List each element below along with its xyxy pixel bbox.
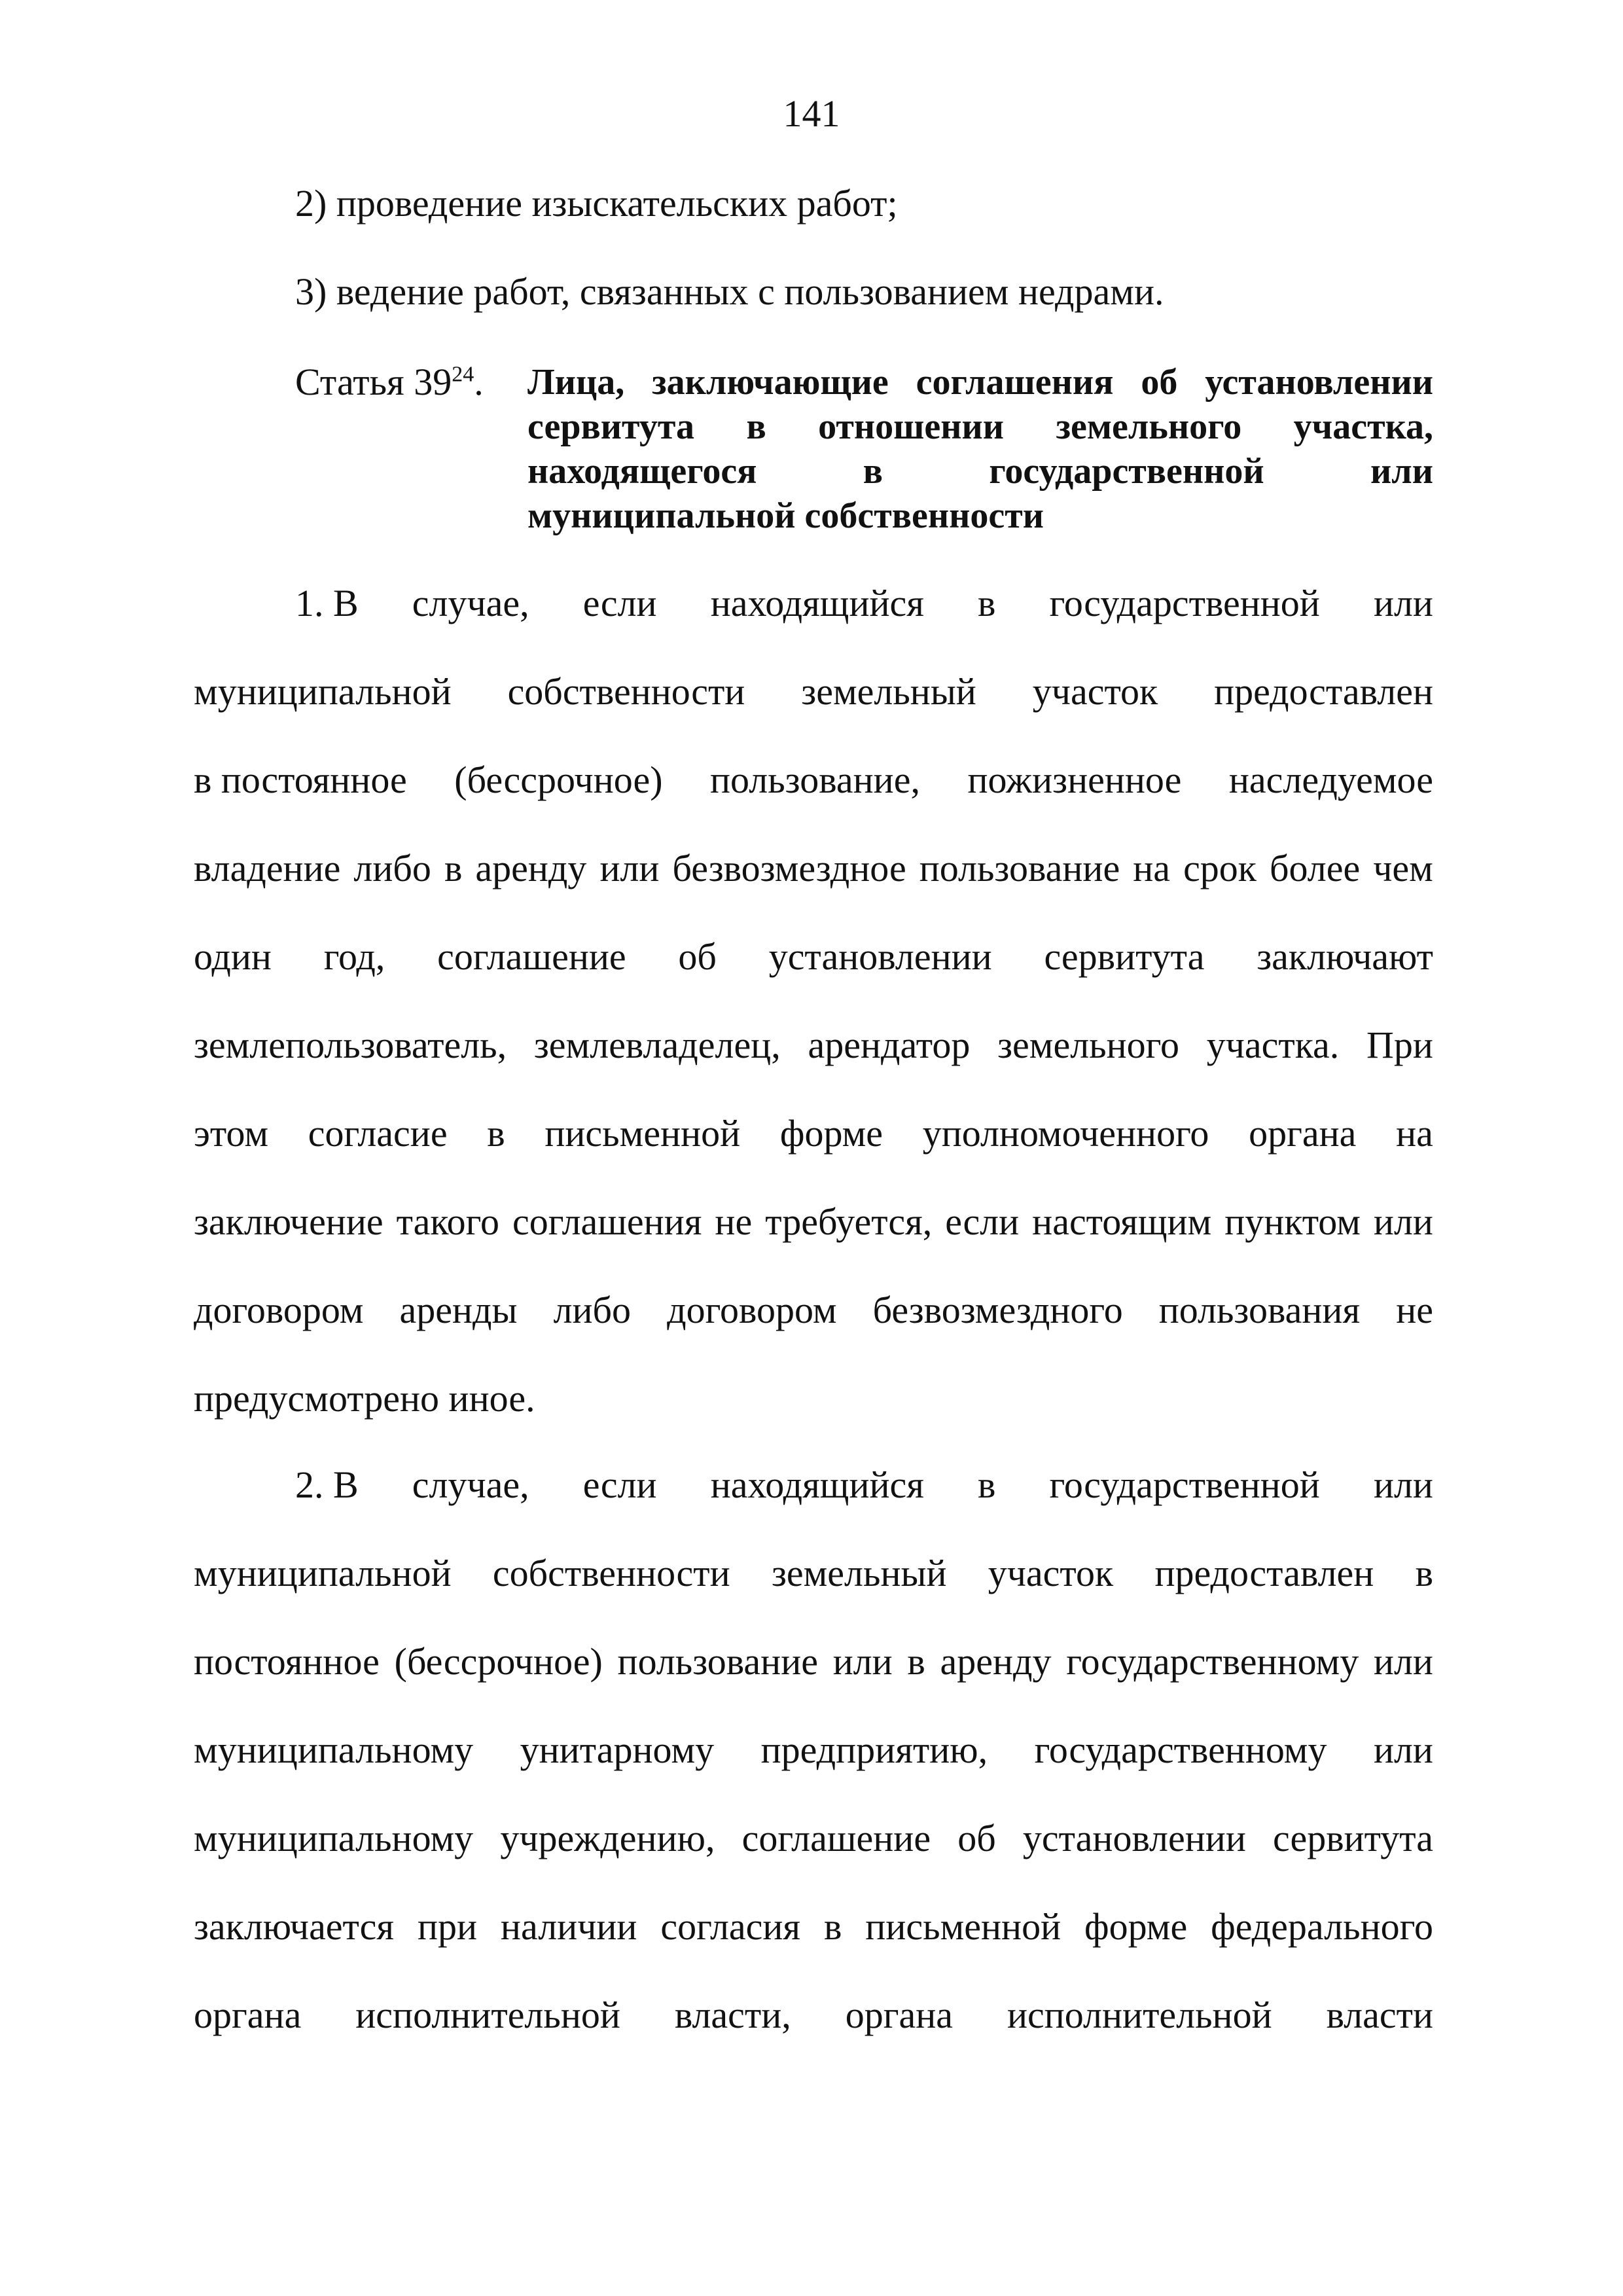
- paragraph-word: сервитута: [1273, 1817, 1433, 1859]
- article-title-word: участка,: [1293, 406, 1433, 447]
- paragraph-word: или: [832, 1640, 893, 1683]
- article-title-line: [527, 404, 1433, 449]
- paragraph-word: при: [417, 1905, 478, 1948]
- paragraph-word: в: [444, 847, 463, 889]
- paragraph-word: этом: [194, 1112, 269, 1155]
- page-number: 141: [783, 92, 840, 135]
- paragraph-word: При: [1366, 1024, 1433, 1066]
- paragraph-word: случае,: [412, 1463, 529, 1506]
- paragraph-word: один: [194, 935, 272, 978]
- paragraph-line: [194, 846, 1433, 935]
- paragraph-word: владение: [194, 847, 341, 889]
- paragraph-word: пользование: [617, 1640, 818, 1683]
- paragraph-word: муниципальному: [194, 1729, 474, 1771]
- paragraph-word: либо: [353, 847, 431, 889]
- article-title-word: государственной: [989, 451, 1264, 492]
- paragraph-word: если: [945, 1200, 1020, 1243]
- paragraph-word: федерального: [1211, 1905, 1433, 1948]
- list-item-2: 2) проведение изыскательских работ;: [295, 182, 898, 224]
- paragraph-word: в: [978, 1463, 996, 1506]
- paragraph-word: постоянное: [194, 1640, 380, 1683]
- paragraph-word: (бессрочное): [394, 1640, 603, 1683]
- paragraph-word: предоставлен: [1214, 670, 1433, 713]
- paragraph-line: [194, 1905, 1433, 1993]
- paragraph-word: в: [824, 1905, 842, 1948]
- paragraph-word: согласия: [660, 1905, 801, 1948]
- article-title-line: [527, 360, 1433, 404]
- article-title-word: в: [863, 451, 883, 492]
- paragraph-line: [194, 1816, 1433, 1905]
- paragraph-word: либо: [553, 1289, 632, 1331]
- paragraph-line: [194, 1023, 1433, 1111]
- paragraph-line: [194, 1111, 1433, 1200]
- paragraph-word: договором: [194, 1289, 364, 1331]
- article-title-word: или: [1370, 451, 1433, 492]
- article-title: [527, 360, 1433, 538]
- article-label: [295, 360, 484, 404]
- paragraph-word: установлении: [768, 935, 992, 978]
- article-title-word: заключающие: [652, 362, 889, 403]
- article-title-text: муниципальной собственности: [527, 495, 1044, 536]
- paragraph-word: срок: [1183, 847, 1257, 889]
- paragraph-word: государственному: [1066, 1640, 1359, 1683]
- paragraph-word: в: [907, 1640, 925, 1683]
- paragraph-word: если: [582, 582, 657, 624]
- paragraph-word: или: [599, 847, 660, 889]
- paragraph-word: не: [1396, 1289, 1433, 1331]
- article-title-word: отношении: [818, 406, 1005, 447]
- paragraph-word: соглашение: [437, 935, 626, 978]
- article-title-word: соглашения: [916, 362, 1114, 403]
- paragraph-word: наличии: [500, 1905, 637, 1948]
- paragraph-word: заключается: [194, 1905, 395, 1948]
- article-title-word: земельного: [1056, 406, 1242, 447]
- paragraph-word: такого: [396, 1200, 500, 1243]
- paragraph-word: или: [1373, 1463, 1433, 1506]
- paragraph-word: землевладелец,: [533, 1024, 781, 1066]
- paragraph-word: об: [957, 1817, 996, 1859]
- article-title-line: [527, 493, 1433, 538]
- paragraph-word: год,: [323, 935, 385, 978]
- paragraph-word: если: [582, 1463, 657, 1506]
- paragraph-word: власти,: [674, 1994, 791, 2036]
- paragraph-word: на: [1396, 1112, 1433, 1155]
- paragraph-word: соглашения: [512, 1200, 702, 1243]
- paragraph-word: исполнительной: [355, 1994, 620, 2036]
- paragraph-line: [194, 1640, 1433, 1728]
- article-title-word: сервитута: [527, 406, 695, 447]
- paragraph-line: [194, 670, 1433, 758]
- paragraph-word: пунктом: [1224, 1200, 1361, 1243]
- list-item-3: 3) ведение работ, связанных с пользованием недрами.: [295, 270, 1164, 313]
- paragraph-word: пользование,: [710, 759, 920, 801]
- article-title-word: в: [746, 406, 766, 447]
- paragraph-line: [194, 1288, 1433, 1376]
- paragraph-word: заключение: [194, 1200, 383, 1243]
- paragraph-word: установлении: [1022, 1817, 1246, 1859]
- paragraph-word: безвозмездное: [672, 847, 906, 889]
- paragraph-word: земельный: [771, 1552, 947, 1594]
- paragraph-word: муниципальной: [194, 1552, 452, 1594]
- paragraph-word: государственному: [1034, 1729, 1327, 1771]
- paragraph-word: договором: [667, 1289, 837, 1331]
- paragraph-line: [194, 1993, 1433, 2081]
- paragraph-word: предусмотрено иное.: [194, 1377, 535, 1420]
- article-label-text: Статья 39: [295, 361, 452, 403]
- paragraph-word: сервитута: [1044, 935, 1205, 978]
- paragraph-word: 2. В: [295, 1463, 359, 1506]
- paragraph-word: требуется,: [765, 1200, 933, 1243]
- paragraph-word: земельного: [997, 1024, 1179, 1066]
- paragraph-word: предоставлен: [1154, 1552, 1374, 1594]
- paragraph-word: не: [715, 1200, 753, 1243]
- paragraph-line: [194, 935, 1433, 1023]
- paragraph-word: арендатор: [808, 1024, 971, 1066]
- paragraph-word: аренду: [940, 1640, 1052, 1683]
- paragraph-word: более: [1270, 847, 1361, 889]
- paragraph-word: органа: [1249, 1112, 1357, 1155]
- paragraph-word: настоящим: [1032, 1200, 1212, 1243]
- paragraph-word: аренды: [399, 1289, 518, 1331]
- paragraph-word: власти: [1326, 1994, 1433, 2036]
- paragraph-word: участок: [988, 1552, 1114, 1594]
- paragraph-word: безвозмездного: [872, 1289, 1123, 1331]
- paragraph-word: государственной: [1049, 582, 1320, 624]
- paragraph-word: заключают: [1257, 935, 1433, 978]
- paragraph-word: в: [978, 582, 996, 624]
- article-title-word: установлении: [1205, 362, 1433, 403]
- paragraph-line: [194, 581, 1433, 670]
- paragraph-2: [194, 1463, 1433, 2081]
- article-label-suffix: .: [474, 361, 484, 403]
- paragraph-word: или: [1373, 582, 1433, 624]
- paragraph-line: [194, 1463, 1433, 1551]
- paragraph-word: письменной: [544, 1112, 741, 1155]
- paragraph-word: органа: [194, 1994, 302, 2036]
- paragraph-word: исполнительной: [1007, 1994, 1272, 2036]
- paragraph-word: аренду: [475, 847, 587, 889]
- paragraph-word: или: [1373, 1200, 1433, 1243]
- paragraph-word: муниципальной: [194, 670, 452, 713]
- paragraph-word: собственности: [492, 1552, 730, 1594]
- paragraph-word: собственности: [507, 670, 745, 713]
- article-title-word: Лица,: [527, 362, 625, 403]
- paragraph-word: находящийся: [710, 582, 924, 624]
- paragraph-word: пожизненное: [967, 759, 1182, 801]
- paragraph-word: в: [487, 1112, 505, 1155]
- paragraph-word: землепользователь,: [194, 1024, 507, 1066]
- article-label-superscript: 24: [452, 362, 474, 387]
- paragraph-word: форме: [779, 1112, 883, 1155]
- paragraph-word: форме: [1084, 1905, 1188, 1948]
- paragraph-word: в: [1415, 1552, 1433, 1594]
- paragraph-word: уполномоченного: [922, 1112, 1209, 1155]
- paragraph-word: на: [1133, 847, 1171, 889]
- paragraph-word: или: [1373, 1729, 1433, 1771]
- paragraph-word: учреждению,: [500, 1817, 715, 1859]
- article-title-word: об: [1141, 362, 1178, 403]
- paragraph-word: пользование: [919, 847, 1120, 889]
- paragraph-word: предприятию,: [760, 1729, 988, 1771]
- paragraph-word: муниципальному: [194, 1817, 474, 1859]
- article-title-line: [527, 449, 1433, 493]
- paragraph-word: наследуемое: [1228, 759, 1433, 801]
- paragraph-word: или: [1373, 1640, 1433, 1683]
- paragraph-word: соглашение: [741, 1817, 931, 1859]
- paragraph-word: письменной: [865, 1905, 1061, 1948]
- paragraph-word: находящийся: [710, 1463, 924, 1506]
- paragraph-word: в постоянное: [194, 759, 407, 801]
- paragraph-word: (бессрочное): [454, 759, 663, 801]
- paragraph-line: [194, 1376, 1433, 1465]
- paragraph-word: земельный: [801, 670, 976, 713]
- paragraph-word: 1. В: [295, 582, 359, 624]
- paragraph-word: об: [678, 935, 717, 978]
- paragraph-line: [194, 1728, 1433, 1816]
- paragraph-word: государственной: [1049, 1463, 1320, 1506]
- paragraph-line: [194, 1200, 1433, 1288]
- paragraph-line: [194, 1551, 1433, 1640]
- paragraph-word: унитарному: [520, 1729, 715, 1771]
- paragraph-1: [194, 581, 1433, 1465]
- paragraph-word: участок: [1032, 670, 1158, 713]
- paragraph-word: чем: [1373, 847, 1433, 889]
- paragraph-word: органа: [845, 1994, 954, 2036]
- paragraph-word: согласие: [308, 1112, 448, 1155]
- paragraph-word: участка.: [1206, 1024, 1340, 1066]
- paragraph-word: пользования: [1158, 1289, 1361, 1331]
- paragraph-line: [194, 758, 1433, 846]
- paragraph-word: случае,: [412, 582, 529, 624]
- article-title-word: находящегося: [527, 451, 757, 492]
